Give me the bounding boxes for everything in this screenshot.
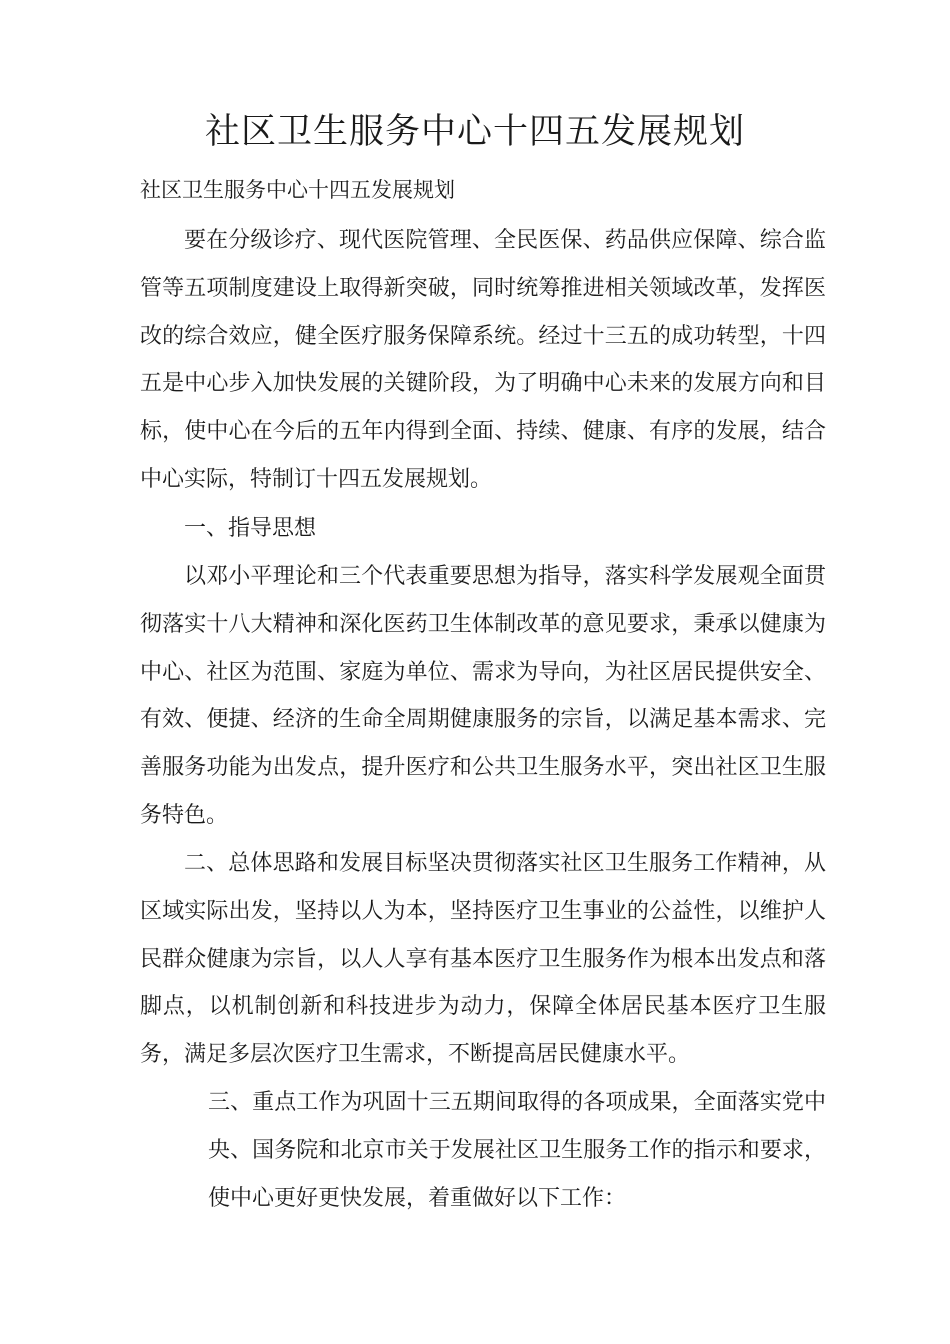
paragraph-guiding-thought: 以邓小平理论和三个代表重要思想为指导，落实科学发展观全面贯彻落实十八大精神和深化医药卫生体制改革的意见要求，秉承以健康为中心、社区为范围、家庭为单位、需求为导向，为社区居民提供安全、有效、便捷、经济的生命全周期健康服务的宗旨，以满足基本需求、完善服务功能为出发点，提升医疗和公共卫生服务水平，突出社区卫生服务特色。 <box>140 564 826 828</box>
paragraph-key-work: 三、重点工作为巩固十三五期间取得的各项成果，全面落实党中央、国务院和北京市关于发展社区卫生服务工作的指示和要求，使中心更好更快发展，着重做好以下工作： <box>208 1090 826 1211</box>
paragraph-intro: 要在分级诊疗、现代医院管理、全民医保、药品供应保障、综合监管等五项制度建设上取得新突破，同时统筹推进相关领域改革，发挥医改的综合效应，健全医疗服务保障系统。经过十三五的成功转型，十四五是中心步入加快发展的关键阶段，为了明确中心未来的发展方向和目标，使中心在今后的五年内得到全面、持续、健康、有序的发展，结合中心实际，特制订十四五发展规划。 <box>140 228 826 492</box>
document-title: 社区卫生服务中心十四五发展规划 <box>204 112 745 152</box>
paragraph-overall-goals: 二、总体思路和发展目标坚决贯彻落实社区卫生服务工作精神，从区域实际出发，坚持以人为本，坚持医疗卫生事业的公益性，以维护人民群众健康为宗旨，以人人享有基本医疗卫生服务作为根本出发点和落脚点，以机制创新和科技进步为动力，保障全体居民基本医疗卫生服务，满足多层次医疗卫生需求，不断提高居民健康水平。 <box>140 851 826 1068</box>
section-heading-guiding-thought: 一、指导思想 <box>184 516 317 541</box>
document-subtitle: 社区卫生服务中心十四五发展规划 <box>140 178 455 202</box>
